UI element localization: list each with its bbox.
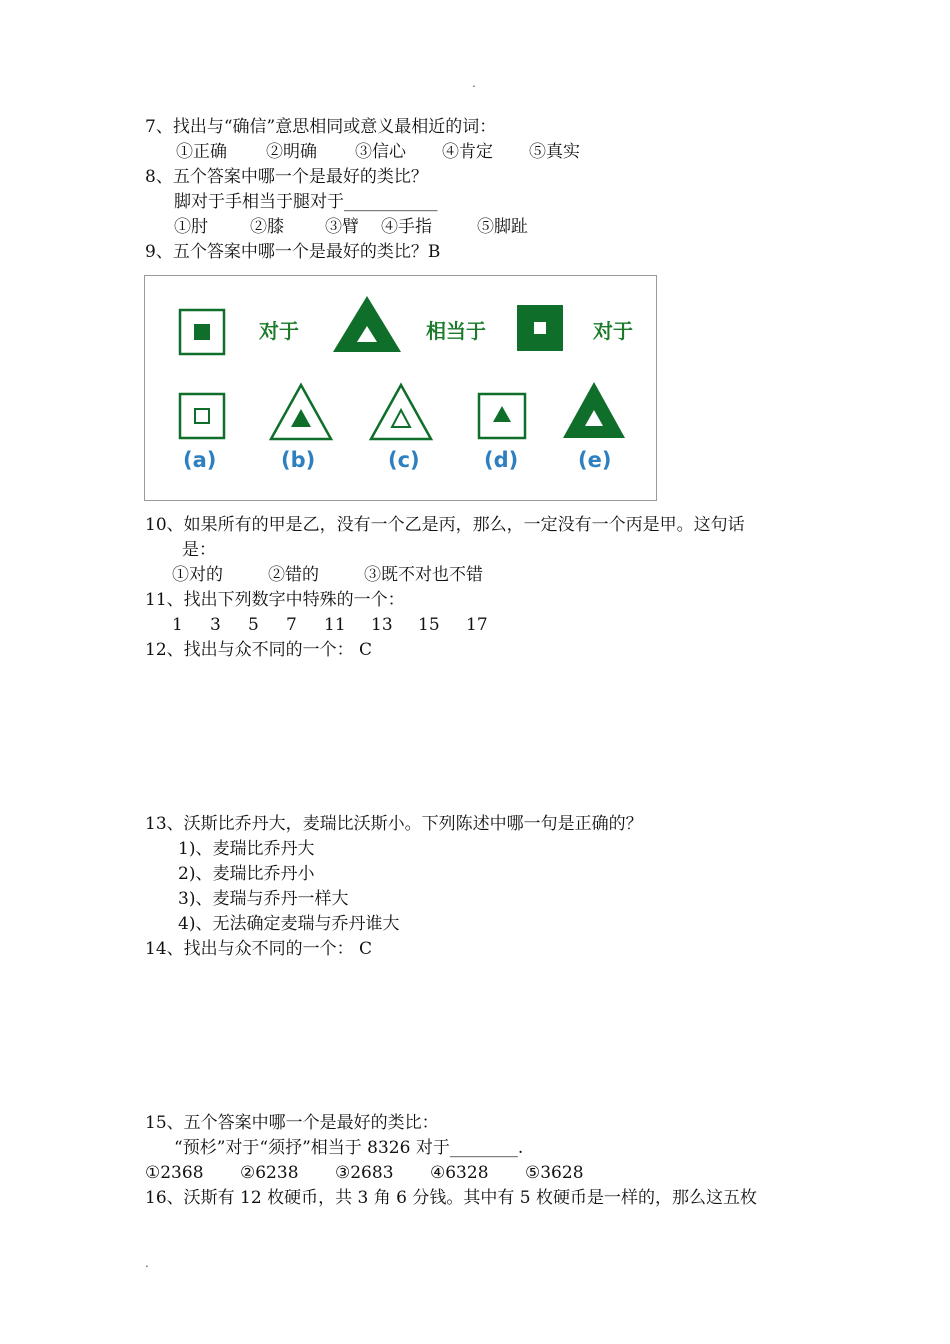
q11-number-4: 7 (286, 615, 297, 635)
q12-question: 12、找出与众不同的一个： C (145, 640, 373, 660)
q15-options (145, 1161, 584, 1185)
q13-option-3: 3)、麦瑞与乔丹一样大 (178, 889, 349, 909)
filled-square-hollow-center-shape (516, 304, 564, 352)
q9-figure (144, 275, 657, 501)
option-c-shape (368, 382, 434, 442)
q7-question: 7、找出与“确信”意思相同或意义最相近的词： (145, 117, 497, 137)
q7-options (176, 140, 580, 164)
q7-option-2: ②明确 (266, 142, 317, 162)
q15-option-2: ②6238 (240, 1163, 299, 1183)
option-c-label: (c) (388, 448, 420, 472)
q8-question: 8、五个答案中哪一个是最好的类比？ (145, 167, 428, 187)
option-a-shape (178, 392, 226, 440)
q11-number-5: 11 (324, 615, 346, 635)
q8-option-4: ④手指 (381, 217, 432, 237)
q11-number-7: 15 (418, 615, 440, 635)
q10-option-1: ①对的 (172, 565, 223, 585)
figure-label-1: 对于 (259, 319, 299, 343)
q11-number-6: 13 (371, 615, 393, 635)
q15-question: 15、五个答案中哪一个是最好的类比： (145, 1113, 439, 1133)
q13-question: 13、沃斯比乔丹大，麦瑞比沃斯小。下列陈述中哪一句是正确的？ (145, 814, 643, 834)
option-e-shape (561, 380, 627, 440)
page-top-mark: . (472, 76, 476, 90)
q8-option-5: ⑤脚趾 (477, 217, 528, 237)
q9-question: 9、五个答案中哪一个是最好的类比？B (145, 242, 441, 262)
q8-option-3: ③臂 (325, 217, 359, 237)
q14-question: 14、找出与众不同的一个： C (145, 939, 373, 959)
q8-prompt: 脚对于手相当于腿对于___________ (174, 192, 438, 212)
q7-option-1: ①正确 (176, 142, 227, 162)
q15-prompt: “预杉”对于“须抒”相当于 8326 对于________. (174, 1138, 524, 1158)
option-d-shape (477, 392, 527, 440)
q10-question-cont: 是： (182, 540, 216, 560)
q13-option-1: 1)、麦瑞比乔丹大 (178, 839, 315, 859)
option-d-label: (d) (484, 448, 519, 472)
q10-options (172, 563, 483, 587)
option-b-label: (b) (281, 448, 316, 472)
q8-options (174, 215, 528, 239)
option-a-label: (a) (183, 448, 217, 472)
q15-option-4: ④6328 (430, 1163, 489, 1183)
q15-option-1: ①2368 (145, 1163, 204, 1183)
q7-option-3: ③信心 (355, 142, 406, 162)
q7-option-4: ④肯定 (442, 142, 493, 162)
q8-option-2: ②膝 (250, 217, 284, 237)
q15-option-5: ⑤3628 (525, 1163, 584, 1183)
option-e-label: (e) (578, 448, 612, 472)
filled-triangle-hollow-center-shape (331, 294, 403, 354)
option-b-shape (268, 382, 334, 442)
q11-number-1: 1 (172, 615, 183, 635)
q13-option-4: 4)、无法确定麦瑞与乔丹谁大 (178, 914, 400, 934)
q16-question: 16、沃斯有 12 枚硬币，共 3 角 6 分钱。其中有 5 枚硬币是一样的，那么这五枚 (145, 1188, 757, 1208)
q10-option-2: ②错的 (268, 565, 319, 585)
q7-option-5: ⑤真实 (529, 142, 580, 162)
q11-number-8: 17 (466, 615, 488, 635)
q8-option-1: ①肘 (174, 217, 208, 237)
page-bottom-mark: . (145, 1256, 149, 1270)
q10-question: 10、如果所有的甲是乙，没有一个乙是丙，那么，一定没有一个丙是甲。这句话 (145, 515, 745, 535)
q13-option-2: 2)、麦瑞比乔丹小 (178, 864, 315, 884)
q11-numbers (172, 613, 488, 637)
q11-question: 11、找出下列数字中特殊的一个： (145, 590, 405, 610)
q15-option-3: ③2683 (335, 1163, 394, 1183)
q10-option-3: ③既不对也不错 (364, 565, 483, 585)
q11-number-3: 5 (248, 615, 259, 635)
q11-number-2: 3 (210, 615, 221, 635)
figure-label-3: 对于 (593, 319, 633, 343)
figure-label-2: 相当于 (426, 319, 486, 343)
hollow-square-filled-center-shape (178, 308, 226, 356)
